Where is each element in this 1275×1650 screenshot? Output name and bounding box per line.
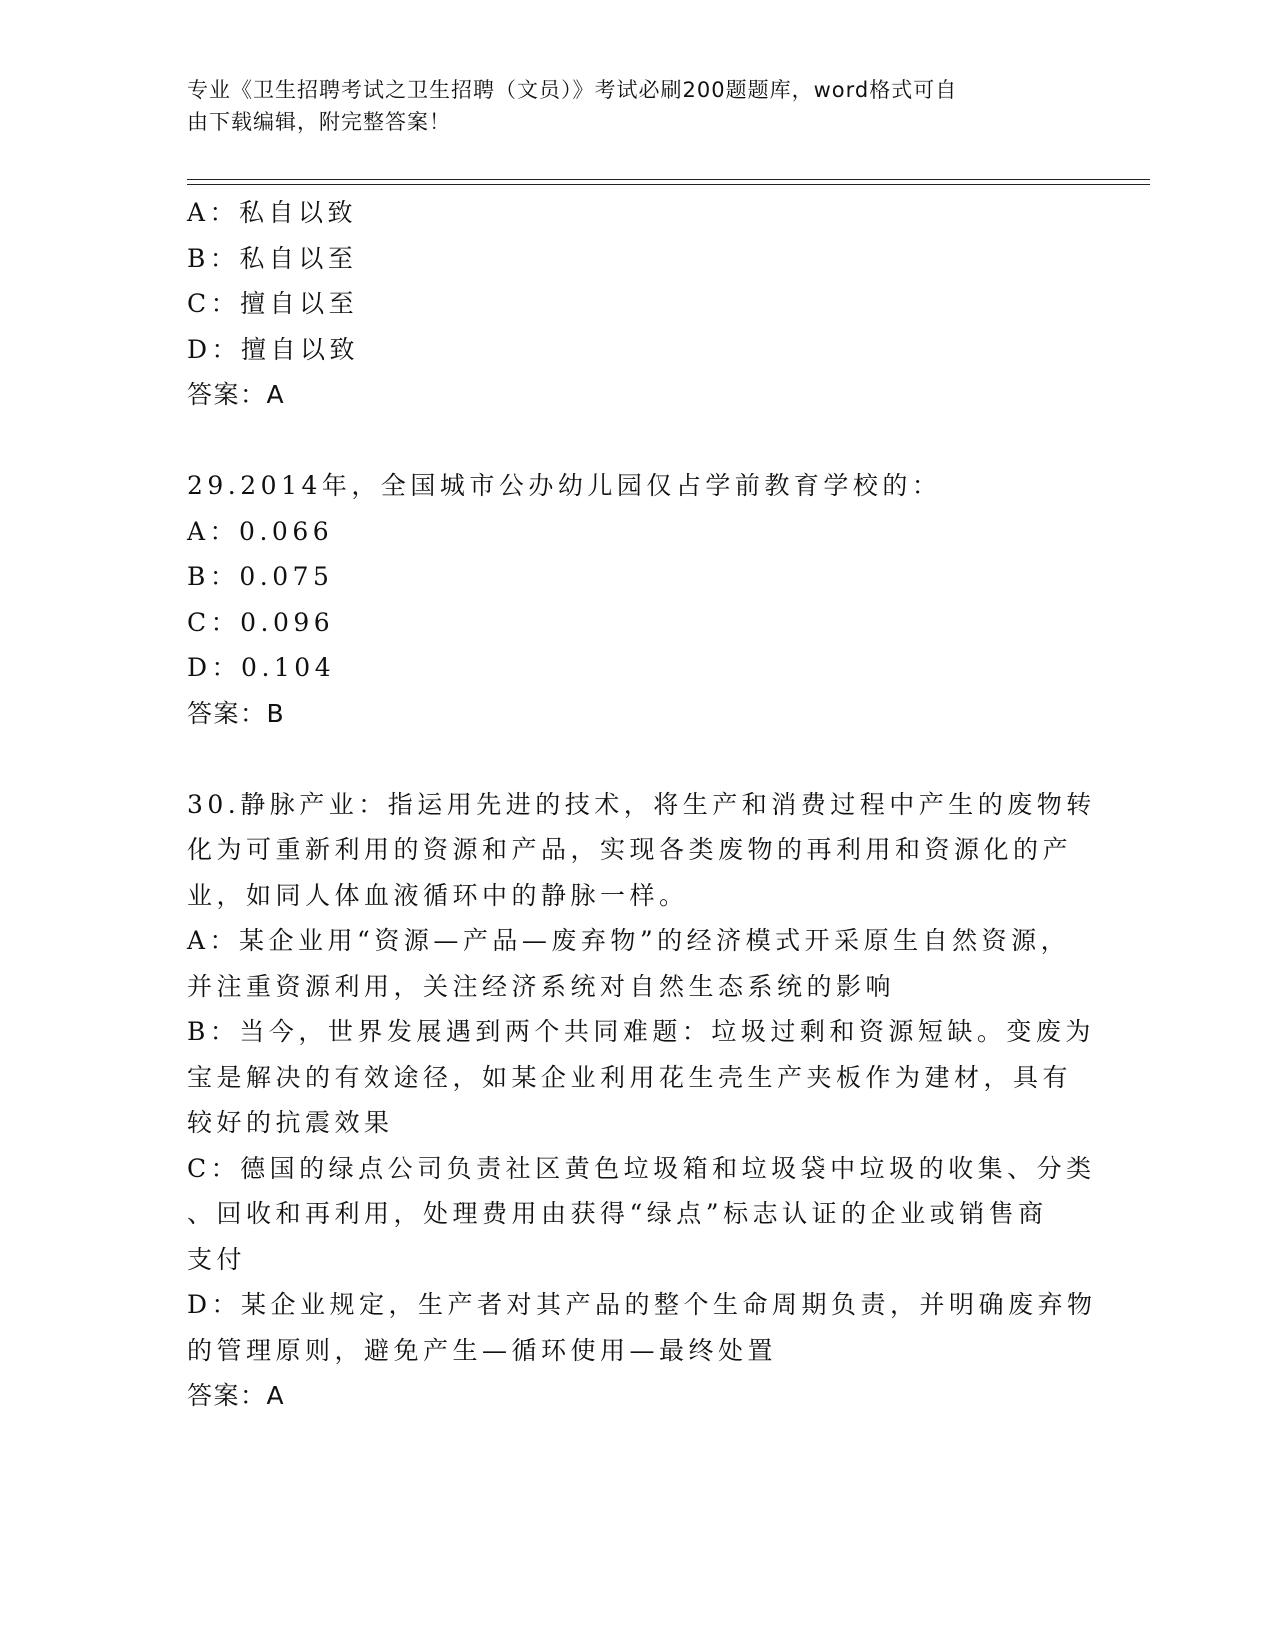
answer: 答案：A <box>187 1381 286 1410</box>
question-stem-line: 业，如同人体血液循环中的静脉一样。 <box>187 880 689 910</box>
option-a: A：私自以致 <box>187 198 358 227</box>
option-c: C：0.096 <box>187 607 335 637</box>
option-a-line: 并注重资源利用，关注经济系统对自然生态系统的影响 <box>187 971 896 1001</box>
option-c-line: C：德国的绿点公司负责社区黄色垃圾箱和垃圾袋中垃圾的收集、分类 <box>187 1153 1096 1183</box>
spacer <box>187 418 1087 464</box>
question-stem: 29.2014年，全国城市公办幼儿园仅占学前教育学校的： <box>187 471 942 500</box>
header-title-line-2: 由下载编辑，附完整答案！ <box>187 110 451 134</box>
option-b-line: 较好的抗震效果 <box>187 1108 394 1137</box>
option-b: B：私自以至 <box>187 243 358 273</box>
question-stem-line: 化为可重新利用的资源和产品，实现各类废物的再利用和资源化的产 <box>187 835 1073 864</box>
option-d: D：0.104 <box>187 653 336 682</box>
question-28 <box>187 190 1087 418</box>
option-d-line: D：某企业规定，生产者对其产品的整个生命周期负责，并明确废弃物 <box>187 1290 1097 1319</box>
spacer <box>187 736 1087 782</box>
option-b-line: B：当今，世界发展遇到两个共同难题：垃圾过剩和资源短缺。变废为 <box>187 1017 1095 1046</box>
question-content <box>187 190 1097 1419</box>
question-stem-line: 30.静脉产业：指运用先进的技术，将生产和消费过程中产生的废物转 <box>187 789 1096 819</box>
option-b-line: 宝是解决的有效途径，如某企业利用花生壳生产夹板作为建材，具有 <box>187 1062 1073 1092</box>
option-c-line: 支付 <box>187 1244 247 1274</box>
answer: 答案：B <box>187 698 286 728</box>
header-divider-bottom <box>187 184 1150 185</box>
option-b: B：0.075 <box>187 562 334 591</box>
option-d: D：擅自以致 <box>187 334 360 364</box>
question-30 <box>187 782 1097 1419</box>
document-header <box>187 74 1067 138</box>
option-c-line: 、回收和再利用，处理费用由获得“绿点”标志认证的企业或销售商 <box>187 1199 1048 1228</box>
header-divider-top <box>187 179 1150 180</box>
option-d-line: 的管理原则，避免产生—循环使用—最终处置 <box>187 1335 778 1365</box>
option-a-line: A：某企业用“资源—产品—废弃物”的经济模式开采原生自然资源， <box>187 926 1071 955</box>
option-c: C：擅自以至 <box>187 289 359 318</box>
option-a: A：0.066 <box>187 516 334 546</box>
answer: 答案：A <box>187 380 286 409</box>
header-title-line-1: 专业《卫生招聘考试之卫生招聘（文员）》考试必刷200题题库，word格式可自 <box>187 78 958 102</box>
question-29 <box>187 463 1087 736</box>
